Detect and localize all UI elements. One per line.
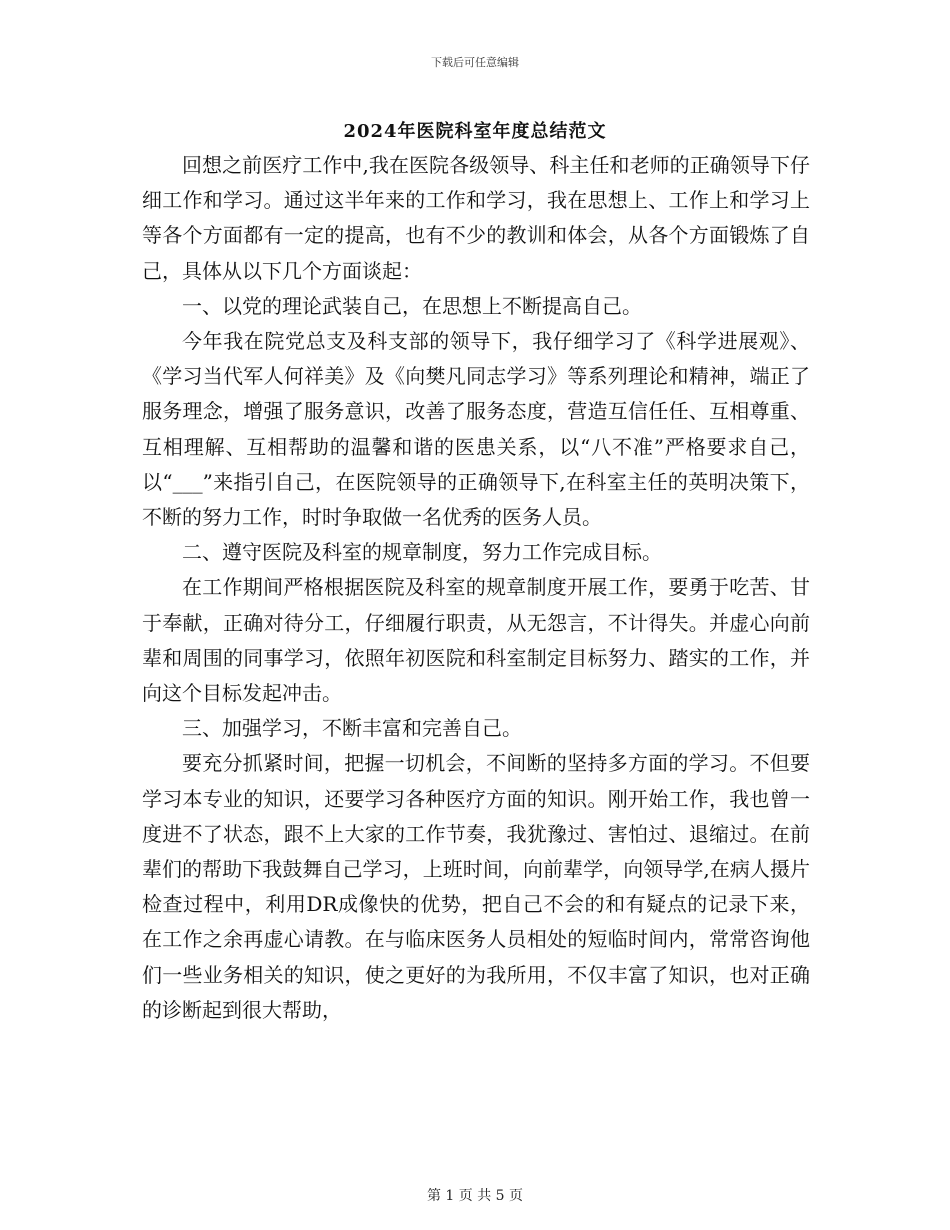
page-header-note: 下载后可任意编辑	[431, 56, 519, 69]
section-heading-1: 一、以党的理论武装自己，在思想上不断提高自己。	[182, 293, 642, 318]
paragraph-intro: 回想之前医疗工作中,我在医院各级领导、科主任和老师的正确领导下仔细工作和学习。通过这半年来的工作和学习，我在思想上、工作上和学习上等各个方面都有一定的提高，也有不少的教训和体会，从各个方面锻炼了自己，具体从以下几个方面谈起：	[142, 153, 810, 283]
page-footer-number: 第 1 页 共 5 页	[426, 1188, 524, 1204]
document-title: 2024年医院科室年度总结范文	[343, 121, 607, 142]
paragraph-section-2: 在工作期间严格根据医院及科室的规章制度开展工作，要勇于吃苦、甘于奉献，正确对待分工，仔细履行职责，从无怨言，不计得失。并虚心向前辈和周围的同事学习，依照年初医院和科室制定目标努力、踏实的工作，并向这个目标发起冲击。	[142, 575, 810, 706]
paragraph-section-1: 今年我在院党总支及科支部的领导下，我仔细学习了《科学进展观》、《学习当代军人何祥美》及《向樊凡同志学习》等系列理论和精神，端正了服务理念，增强了服务意识，改善了服务态度，营造互信任任、互相尊重、互相理解、互相帮助的温馨和谐的医患关系，以“八不准”严格要求自己，以“___”来指引自己，在医院领导的正确领导下,在科室主任的英明决策下，不断的努力工作，时时争取做一名优秀的医务人员。	[142, 329, 810, 530]
document-body	[142, 148, 810, 1028]
paragraph-section-3: 要充分抓紧时间，把握一切机会，不间断的坚持多方面的学习。不但要学习本专业的知识，还要学习各种医疗方面的知识。刚开始工作，我也曾一度进不了状态，跟不上大家的工作节奏，我犹豫过、害怕过、退缩过。在前辈们的帮助下我鼓舞自己学习，上班时间，向前辈学，向领导学,在病人摄片检查过程中，利用DR成像快的优势，把自己不会的和有疑点的记录下来，在工作之余再虚心请教。在与临床医务人员相处的短临时间内，常常咨询他们一些业务相关的知识，使之更好的为我所用，不仅丰富了知识，也对正确的诊断起到很大帮助，	[142, 751, 810, 1022]
section-heading-2: 二、遵守医院及科室的规章制度，努力工作完成目标。	[182, 540, 662, 565]
section-heading-3: 三、加强学习，不断丰富和完善自己。	[182, 716, 522, 741]
